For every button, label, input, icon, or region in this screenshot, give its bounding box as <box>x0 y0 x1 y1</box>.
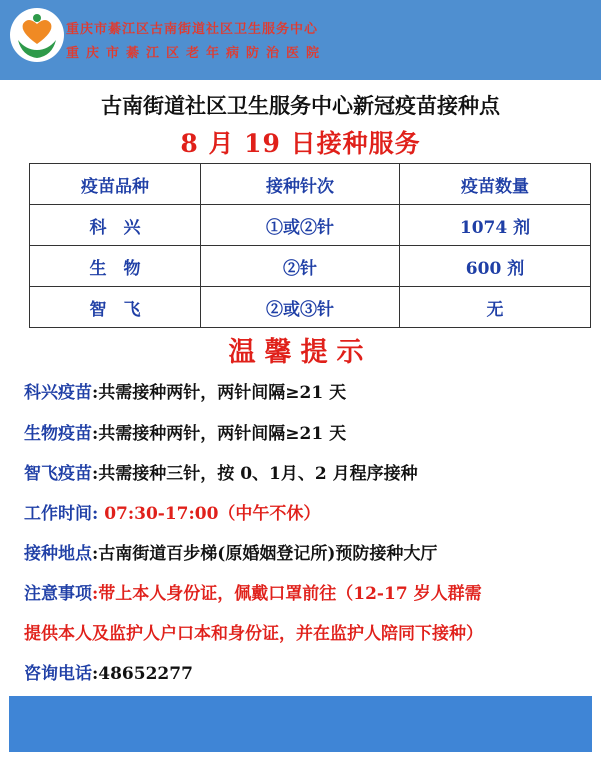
tip-shengwu-text: :共需接种两针，两针间隔≥21 天 <box>92 424 347 444</box>
tip-kexing-label: 科兴疫苗 <box>24 383 92 403</box>
consult-phone <box>24 659 193 684</box>
page-title: 古南街道社区卫生服务中心新冠疫苗接种点 <box>101 93 500 118</box>
table-cell-quantity: 600 剂 <box>400 246 591 287</box>
working-hours-label: 工作时间: <box>24 504 99 524</box>
column-header-quantity: 疫苗数量 <box>400 164 591 205</box>
page-subtitle-date: 8 月 19 日接种服务 <box>180 129 421 158</box>
table-row <box>30 205 591 246</box>
tip-zhifei-label: 智飞疫苗 <box>24 464 92 484</box>
vaccination-location <box>24 539 437 564</box>
table-cell-quantity: 无 <box>400 287 591 328</box>
phone-label: 咨询电话 <box>24 664 92 684</box>
table-cell-vaccine: 科 兴 <box>30 205 201 246</box>
column-header-dose: 接种针次 <box>201 164 400 205</box>
column-header-vaccine-type: 疫苗品种 <box>30 164 201 205</box>
hospital-logo-icon <box>8 6 66 64</box>
tip-zhifei <box>24 459 418 484</box>
tip-kexing-text: :共需接种两针，两针间隔≥21 天 <box>92 383 347 403</box>
tip-shengwu <box>24 419 346 444</box>
tip-shengwu-label: 生物疫苗 <box>24 424 92 444</box>
footer-banner <box>9 696 592 752</box>
org-name-secondary: 重庆市綦江区老年病防治医院 <box>66 46 327 61</box>
table-row <box>30 287 591 328</box>
tip-zhifei-text: :共需接种三针，按 0、1月、2 月程序接种 <box>92 464 418 484</box>
notice <box>24 579 482 604</box>
table-cell-dose: ①或②针 <box>201 205 400 246</box>
table-header-row <box>30 164 591 205</box>
vaccine-table <box>29 163 591 328</box>
tip-kexing <box>24 378 346 403</box>
tips-heading: 温馨提示 <box>228 337 373 368</box>
working-hours-value: 07:30-17:00（中午不休） <box>98 504 321 524</box>
working-hours <box>24 499 320 524</box>
header-banner <box>0 0 601 80</box>
location-label: 接种地点 <box>24 544 92 564</box>
notice-label: 注意事项 <box>24 584 92 604</box>
table-cell-vaccine: 智 飞 <box>30 287 201 328</box>
location-text: :古南街道百步梯(原婚姻登记所)预防接种大厅 <box>92 544 438 564</box>
notice-text-2: 提供本人及监护人户口本和身份证，并在监护人陪同下接种） <box>24 624 483 644</box>
table-cell-vaccine: 生 物 <box>30 246 201 287</box>
table-row <box>30 246 591 287</box>
org-name-primary: 重庆市綦江区古南街道社区卫生服务中心 <box>66 22 319 37</box>
table-cell-quantity: 1074 剂 <box>400 205 591 246</box>
phone-value: :48652277 <box>92 664 193 684</box>
table-cell-dose: ②针 <box>201 246 400 287</box>
notice-text-1: :带上本人身份证，佩戴口罩前往（12-17 岁人群需 <box>92 584 482 604</box>
table-cell-dose: ②或③针 <box>201 287 400 328</box>
